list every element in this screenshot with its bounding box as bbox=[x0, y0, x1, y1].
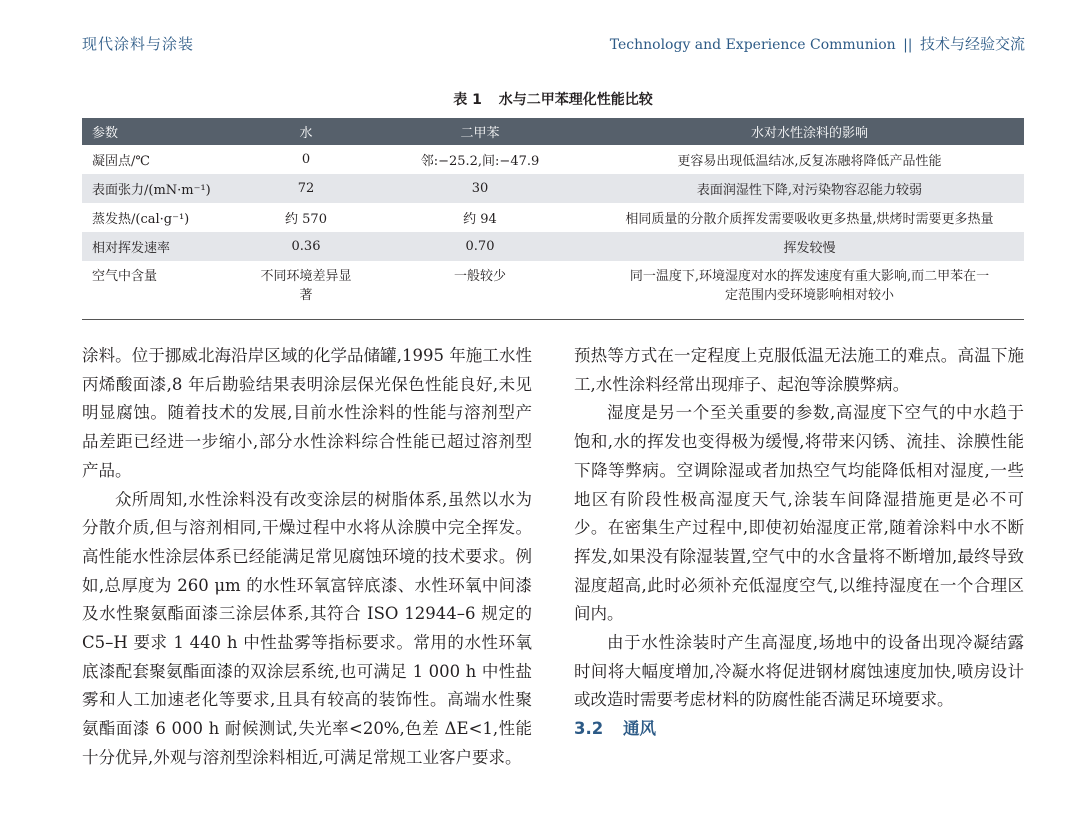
table-cell: 一般较少 bbox=[453, 269, 506, 284]
section-heading bbox=[574, 715, 1024, 744]
table-title: 水与二甲苯理化性能比较 bbox=[498, 92, 653, 108]
table-cell: 0.70 bbox=[365, 232, 595, 261]
section-name-en: Technology and Experience Communion bbox=[609, 37, 896, 53]
table-row bbox=[82, 232, 1024, 261]
comparison-table bbox=[82, 118, 1024, 320]
table-number: 表 1 bbox=[453, 92, 482, 108]
journal-name: 现代涂料与涂装 bbox=[82, 35, 195, 53]
body-paragraph: 涂料。位于挪威北海沿岸区域的化学品储罐,1995 年施工水性丙烯酸面漆,8 年后勘验结果表明涂层保光保色性能良好,未见明显腐蚀。随着技术的发展,目前水性涂料的性能与溶剂型产品差距已经进一步缩小,部分水性涂料综合性能已超过溶剂型产品。 bbox=[82, 346, 532, 480]
table-cell: 表面润湿性下降,对污染物容忍能力较弱 bbox=[595, 174, 1024, 203]
table-cell: 72 bbox=[247, 174, 365, 203]
table-cell: 凝固点/℃ bbox=[92, 154, 150, 169]
table-cell: 更容易出现低温结冰,反复冻融将降低产品性能 bbox=[677, 154, 942, 169]
left-column bbox=[82, 342, 532, 773]
table-row bbox=[82, 174, 1024, 203]
body-paragraph: 预热等方式在一定程度上克服低温无法施工的难点。高温下施工,水性涂料经常出现痱子、起泡等涂膜弊病。 bbox=[574, 346, 1024, 394]
table-cell: 30 bbox=[365, 174, 595, 203]
section-name bbox=[610, 33, 1025, 54]
table-cell: 挥发较慢 bbox=[595, 232, 1024, 261]
section-number: 3.2 bbox=[574, 719, 604, 739]
table-header-cell: 水对水性涂料的影响 bbox=[595, 118, 1024, 145]
table-cell: 0 bbox=[301, 152, 311, 167]
body-paragraph: 湿度是另一个至关重要的参数,高湿度下空气的中水趋于饱和,水的挥发也变得极为缓慢,将带来闪锈、流挂、涂膜性能下降等弊病。空调除湿或者加热空气均能降低相对湿度,一些地区有阶段性极高湿度天气,涂装车间降湿措施更是必不可少。在密集生产过程中,即使初始湿度正常,随着涂料中水不断挥发,如果没有除湿装置,空气中的水含量将不断增加,最终导致湿度超高,此时必须补充低湿度空气,以维持湿度在一个合理区间内。 bbox=[574, 403, 1024, 624]
table-cell: 邻:−25.2,间:−47.9 bbox=[420, 154, 540, 169]
table-row bbox=[82, 203, 1024, 232]
table-row bbox=[82, 145, 1024, 174]
section-title: 通风 bbox=[622, 719, 656, 739]
table-header-cell: 水 bbox=[247, 118, 365, 145]
table-cell: 0.36 bbox=[247, 232, 365, 261]
table-cell: 蒸发热/(cal·g⁻¹) bbox=[92, 212, 190, 227]
table-header-cell: 二甲苯 bbox=[365, 118, 595, 145]
section-name-cn: 技术与经验交流 bbox=[919, 35, 1025, 53]
table-header-row bbox=[82, 118, 1024, 145]
table-cell: 相对挥发速率 bbox=[82, 232, 247, 261]
body-paragraph: 由于水性涂装时产生高湿度,场地中的设备出现冷凝结露时间将大幅度增加,冷凝水将促进钢材腐蚀速度加快,喷房设计或改造时需要考虑材料的防腐性能否满足环境要求。 bbox=[574, 633, 1024, 710]
table-cell: 约 570 bbox=[285, 212, 327, 227]
table-cell: 不同环境差异显著 bbox=[260, 269, 352, 303]
table-cell: 相同质量的分散介质挥发需要吸收更多热量,烘烤时需要更多热量 bbox=[625, 212, 994, 227]
body-paragraph: 众所周知,水性涂料没有改变涂层的树脂体系,虽然以水为分散介质,但与溶剂相同,干燥过程中水将从涂膜中完全挥发。高性能水性涂层体系已经能满足常见腐蚀环境的技术要求。例如,总厚度为 260 μm 的水性环氧富锌底漆、水性环氧中间漆及水性聚氨酯面漆三涂层体系,其符合 ISO 12944–6 规定的 C5–H 要求 1 440 h 中性盐雾等指标要求。常用的水性环氧底漆配套聚氨酯面漆的双涂层系统,也可满足 1 000 h 中性盐雾和人工加速老化等要求,且具有较高的装饰性。高端水性聚氨酯面漆 6 000 h 耐候测试,失光率<20%,色差 ΔE<1,性能十分优异,外观与溶剂型涂料相近,可满足常规工业客户要求。 bbox=[82, 489, 532, 767]
table-cell: 同一温度下,环境湿度对水的挥发速度有重大影响,而二甲苯在一定范围内受环境影响相对较小 bbox=[629, 269, 990, 303]
running-header bbox=[82, 33, 1025, 59]
table-cell: 表面张力/(mN·m⁻¹) bbox=[82, 174, 247, 203]
table-caption bbox=[82, 89, 1024, 109]
table-header-cell: 参数 bbox=[82, 118, 247, 145]
table-cell: 空气中含量 bbox=[92, 269, 158, 284]
table-cell: 约 94 bbox=[463, 212, 497, 227]
table-row bbox=[82, 261, 1024, 320]
right-column bbox=[574, 342, 1024, 744]
header-separator: || bbox=[903, 37, 913, 53]
